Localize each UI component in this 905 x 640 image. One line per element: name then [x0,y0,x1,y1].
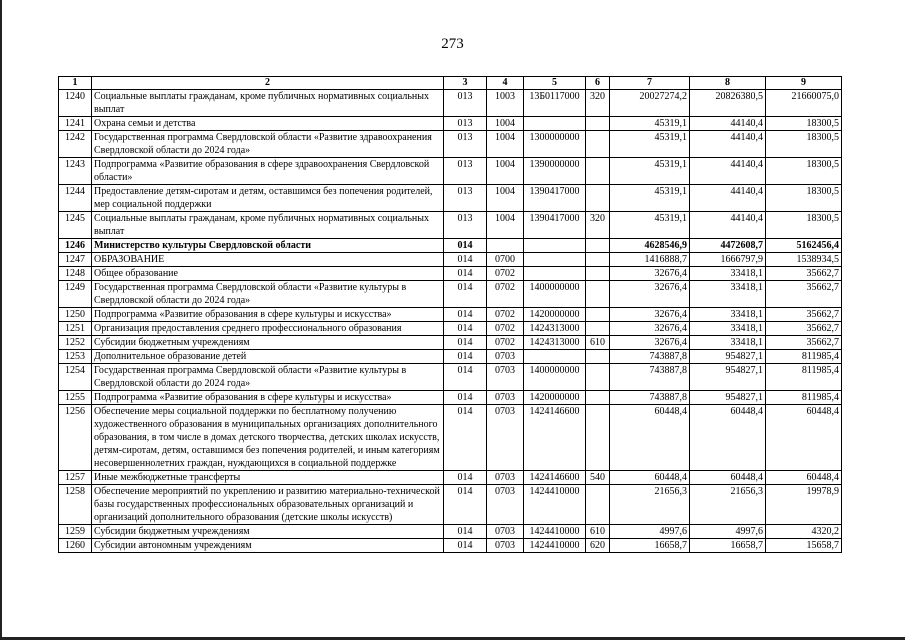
section-code-cell: 0703 [487,539,524,553]
amount-cell-7: 45319,1 [610,185,690,212]
row-number-cell: 1253 [59,350,92,364]
table-row [59,364,842,391]
row-name-cell: Общее образование [92,267,444,281]
amount-cell-8: 954827,1 [690,364,766,391]
amount-cell-7: 45319,1 [610,131,690,158]
row-number-cell: 1250 [59,308,92,322]
ministry-code-cell: 014 [444,253,487,267]
amount-cell-8: 954827,1 [690,391,766,405]
amount-cell-9: 18300,5 [766,185,842,212]
section-code-cell: 1004 [487,117,524,131]
expense-type-cell: 540 [586,471,610,485]
target-code-cell: 1420000000 [524,308,586,322]
row-number-cell: 1246 [59,239,92,253]
header-cell: 1 [59,77,92,90]
amount-cell-8: 33418,1 [690,336,766,350]
header-cell: 9 [766,77,842,90]
amount-cell-9: 35662,7 [766,336,842,350]
target-code-cell: 1400000000 [524,364,586,391]
ministry-code-cell: 014 [444,391,487,405]
section-code-cell: 1004 [487,158,524,185]
amount-cell-8: 33418,1 [690,267,766,281]
target-code-cell: 1400000000 [524,281,586,308]
header-cell: 8 [690,77,766,90]
expense-type-cell [586,322,610,336]
expense-type-cell [586,350,610,364]
section-code-cell: 0702 [487,308,524,322]
table-row [59,322,842,336]
amount-cell-8: 1666797,9 [690,253,766,267]
amount-cell-8: 44140,4 [690,131,766,158]
row-number-cell: 1258 [59,485,92,525]
table-row [59,281,842,308]
amount-cell-9: 60448,4 [766,471,842,485]
section-code-cell: 0703 [487,405,524,471]
amount-cell-9: 19978,9 [766,485,842,525]
section-code-cell: 0703 [487,364,524,391]
row-number-cell: 1244 [59,185,92,212]
ministry-code-cell: 014 [444,322,487,336]
expense-type-cell [586,239,610,253]
ministry-code-cell: 013 [444,212,487,239]
expense-type-cell [586,364,610,391]
amount-cell-9: 18300,5 [766,117,842,131]
ministry-code-cell: 014 [444,364,487,391]
amount-cell-7: 32676,4 [610,336,690,350]
table-row [59,391,842,405]
amount-cell-9: 4320,2 [766,525,842,539]
budget-table [58,76,842,553]
section-code-cell: 1004 [487,131,524,158]
section-code-cell: 0700 [487,253,524,267]
amount-cell-7: 45319,1 [610,117,690,131]
target-code-cell: 1390417000 [524,212,586,239]
target-code-cell: 1390000000 [524,158,586,185]
table-row [59,525,842,539]
amount-cell-7: 743887,8 [610,364,690,391]
row-name-cell: Организация предоставления среднего профессионального образования [92,322,444,336]
amount-cell-7: 16658,7 [610,539,690,553]
row-number-cell: 1260 [59,539,92,553]
row-number-cell: 1255 [59,391,92,405]
amount-cell-8: 16658,7 [690,539,766,553]
table-row [59,267,842,281]
amount-cell-8: 4472608,7 [690,239,766,253]
row-number-cell: 1254 [59,364,92,391]
row-name-cell: Иные межбюджетные трансферты [92,471,444,485]
amount-cell-7: 45319,1 [610,158,690,185]
page-number: 273 [441,36,464,52]
expense-type-cell [586,117,610,131]
row-name-cell: ОБРАЗОВАНИЕ [92,253,444,267]
table-row [59,539,842,553]
row-name-cell: Социальные выплаты гражданам, кроме публичных нормативных социальных выплат [92,212,444,239]
expense-type-cell [586,185,610,212]
target-code-cell: 1390417000 [524,185,586,212]
row-number-cell: 1242 [59,131,92,158]
section-code-cell: 1004 [487,212,524,239]
section-code-cell [487,239,524,253]
table-row [59,308,842,322]
row-name-cell: Субсидии бюджетным учреждениям [92,525,444,539]
section-code-cell: 0703 [487,471,524,485]
expense-type-cell: 610 [586,336,610,350]
expense-type-cell [586,267,610,281]
target-code-cell: 1424313000 [524,322,586,336]
table-row [59,253,842,267]
ministry-code-cell: 014 [444,308,487,322]
target-code-cell: 1424313000 [524,336,586,350]
target-code-cell: 13Б0117000 [524,90,586,117]
target-code-cell [524,117,586,131]
amount-cell-7: 743887,8 [610,391,690,405]
ministry-code-cell: 013 [444,90,487,117]
table-row [59,350,842,364]
row-name-cell: Дополнительное образование детей [92,350,444,364]
section-code-cell: 0703 [487,485,524,525]
row-name-cell: Субсидии бюджетным учреждениям [92,336,444,350]
row-name-cell: Подпрограмма «Развитие образования в сфере здравоохранения Свердловской области» [92,158,444,185]
table-row [59,158,842,185]
target-code-cell: 1300000000 [524,131,586,158]
table-row [59,485,842,525]
amount-cell-8: 20826380,5 [690,90,766,117]
row-name-cell: Подпрограмма «Развитие образования в сфере культуры и искусства» [92,308,444,322]
table-row [59,471,842,485]
amount-cell-9: 18300,5 [766,158,842,185]
row-number-cell: 1256 [59,405,92,471]
amount-cell-9: 35662,7 [766,281,842,308]
row-number-cell: 1257 [59,471,92,485]
ministry-code-cell: 014 [444,350,487,364]
row-name-cell: Охрана семьи и детства [92,117,444,131]
amount-cell-7: 32676,4 [610,267,690,281]
header-row [59,77,842,90]
amount-cell-9: 5162456,4 [766,239,842,253]
row-number-cell: 1249 [59,281,92,308]
row-number-cell: 1247 [59,253,92,267]
table-row [59,212,842,239]
amount-cell-9: 811985,4 [766,391,842,405]
amount-cell-7: 743887,8 [610,350,690,364]
table-body [59,90,842,553]
expense-type-cell [586,253,610,267]
section-code-cell: 1003 [487,90,524,117]
row-number-cell: 1240 [59,90,92,117]
header-cell: 3 [444,77,487,90]
amount-cell-7: 21656,3 [610,485,690,525]
table-row [59,336,842,350]
row-name-cell: Обеспечение меры социальной поддержки по бесплатному получению художественного образования в муниципальных организациях дополнительного образования, в том числе в домах детского творчества, детских школах искусств, детям-сиротам, детям, оставшимся без попечения родителей, и иным категориям несовершеннолетних граждан, нуждающихся в социальной поддержке [92,405,444,471]
section-code-cell: 0702 [487,281,524,308]
table-row [59,239,842,253]
row-name-cell: Обеспечение мероприятий по укреплению и развитию материально-технической базы государственных профессиональных образовательных организаций и организаций дополнительного образования (детские школы искусств) [92,485,444,525]
row-number-cell: 1259 [59,525,92,539]
amount-cell-8: 44140,4 [690,158,766,185]
header-cell: 6 [586,77,610,90]
section-code-cell: 0702 [487,267,524,281]
row-number-cell: 1252 [59,336,92,350]
row-name-cell: Предоставление детям-сиротам и детям, оставшимся без попечения родителей, мер социальной поддержки [92,185,444,212]
table-row [59,185,842,212]
row-number-cell: 1245 [59,212,92,239]
amount-cell-8: 44140,4 [690,117,766,131]
section-code-cell: 0702 [487,336,524,350]
amount-cell-9: 35662,7 [766,267,842,281]
expense-type-cell [586,281,610,308]
header-cell: 7 [610,77,690,90]
amount-cell-8: 60448,4 [690,405,766,471]
amount-cell-9: 15658,7 [766,539,842,553]
amount-cell-8: 60448,4 [690,471,766,485]
row-name-cell: Подпрограмма «Развитие образования в сфере культуры и искусства» [92,391,444,405]
target-code-cell: 1424146600 [524,471,586,485]
row-name-cell: Государственная программа Свердловской области «Развитие культуры в Свердловской области до 2024 года» [92,281,444,308]
expense-type-cell [586,158,610,185]
row-name-cell: Государственная программа Свердловской области «Развитие культуры в Свердловской области до 2024 года» [92,364,444,391]
ministry-code-cell: 013 [444,131,487,158]
amount-cell-9: 35662,7 [766,322,842,336]
row-name-cell: Министерство культуры Свердловской области [92,239,444,253]
amount-cell-7: 32676,4 [610,308,690,322]
target-code-cell: 1424410000 [524,485,586,525]
amount-cell-8: 33418,1 [690,281,766,308]
target-code-cell [524,350,586,364]
ministry-code-cell: 014 [444,525,487,539]
row-name-cell: Социальные выплаты гражданам, кроме публичных нормативных социальных выплат [92,90,444,117]
expense-type-cell [586,485,610,525]
ministry-code-cell: 014 [444,239,487,253]
ministry-code-cell: 014 [444,539,487,553]
ministry-code-cell: 013 [444,117,487,131]
amount-cell-7: 45319,1 [610,212,690,239]
amount-cell-7: 32676,4 [610,322,690,336]
section-code-cell: 0703 [487,525,524,539]
amount-cell-8: 21656,3 [690,485,766,525]
ministry-code-cell: 014 [444,471,487,485]
amount-cell-9: 18300,5 [766,212,842,239]
expense-type-cell: 620 [586,539,610,553]
amount-cell-7: 4628546,9 [610,239,690,253]
row-number-cell: 1243 [59,158,92,185]
expense-type-cell [586,391,610,405]
amount-cell-9: 811985,4 [766,350,842,364]
ministry-code-cell: 014 [444,336,487,350]
table-row [59,131,842,158]
expense-type-cell [586,308,610,322]
ministry-code-cell: 014 [444,485,487,525]
expense-type-cell [586,131,610,158]
target-code-cell: 1420000000 [524,391,586,405]
ministry-code-cell: 013 [444,158,487,185]
expense-type-cell: 320 [586,212,610,239]
ministry-code-cell: 014 [444,405,487,471]
target-code-cell [524,239,586,253]
amount-cell-7: 4997,6 [610,525,690,539]
expense-type-cell: 610 [586,525,610,539]
amount-cell-7: 32676,4 [610,281,690,308]
header-cell: 4 [487,77,524,90]
amount-cell-8: 4997,6 [690,525,766,539]
section-code-cell: 1004 [487,185,524,212]
target-code-cell [524,253,586,267]
header-cell: 2 [92,77,444,90]
ministry-code-cell: 014 [444,281,487,308]
amount-cell-8: 44140,4 [690,185,766,212]
ministry-code-cell: 013 [444,185,487,212]
amount-cell-9: 1538934,5 [766,253,842,267]
amount-cell-9: 60448,4 [766,405,842,471]
section-code-cell: 0702 [487,322,524,336]
amount-cell-8: 33418,1 [690,322,766,336]
amount-cell-8: 44140,4 [690,212,766,239]
amount-cell-8: 33418,1 [690,308,766,322]
row-number-cell: 1248 [59,267,92,281]
table-row [59,405,842,471]
header-cell: 5 [524,77,586,90]
amount-cell-7: 60448,4 [610,471,690,485]
table-row [59,117,842,131]
amount-cell-7: 60448,4 [610,405,690,471]
ministry-code-cell: 014 [444,267,487,281]
amount-cell-9: 21660075,0 [766,90,842,117]
amount-cell-8: 954827,1 [690,350,766,364]
target-code-cell: 1424146600 [524,405,586,471]
amount-cell-9: 35662,7 [766,308,842,322]
amount-cell-7: 20027274,2 [610,90,690,117]
row-name-cell: Субсидии автономным учреждениям [92,539,444,553]
target-code-cell: 1424410000 [524,525,586,539]
table-row [59,90,842,117]
expense-type-cell [586,405,610,471]
row-number-cell: 1251 [59,322,92,336]
row-name-cell: Государственная программа Свердловской области «Развитие здравоохранения Свердловской области до 2024 года» [92,131,444,158]
amount-cell-9: 811985,4 [766,364,842,391]
target-code-cell [524,267,586,281]
expense-type-cell: 320 [586,90,610,117]
section-code-cell: 0703 [487,350,524,364]
row-number-cell: 1241 [59,117,92,131]
section-code-cell: 0703 [487,391,524,405]
amount-cell-9: 18300,5 [766,131,842,158]
target-code-cell: 1424410000 [524,539,586,553]
amount-cell-7: 1416888,7 [610,253,690,267]
